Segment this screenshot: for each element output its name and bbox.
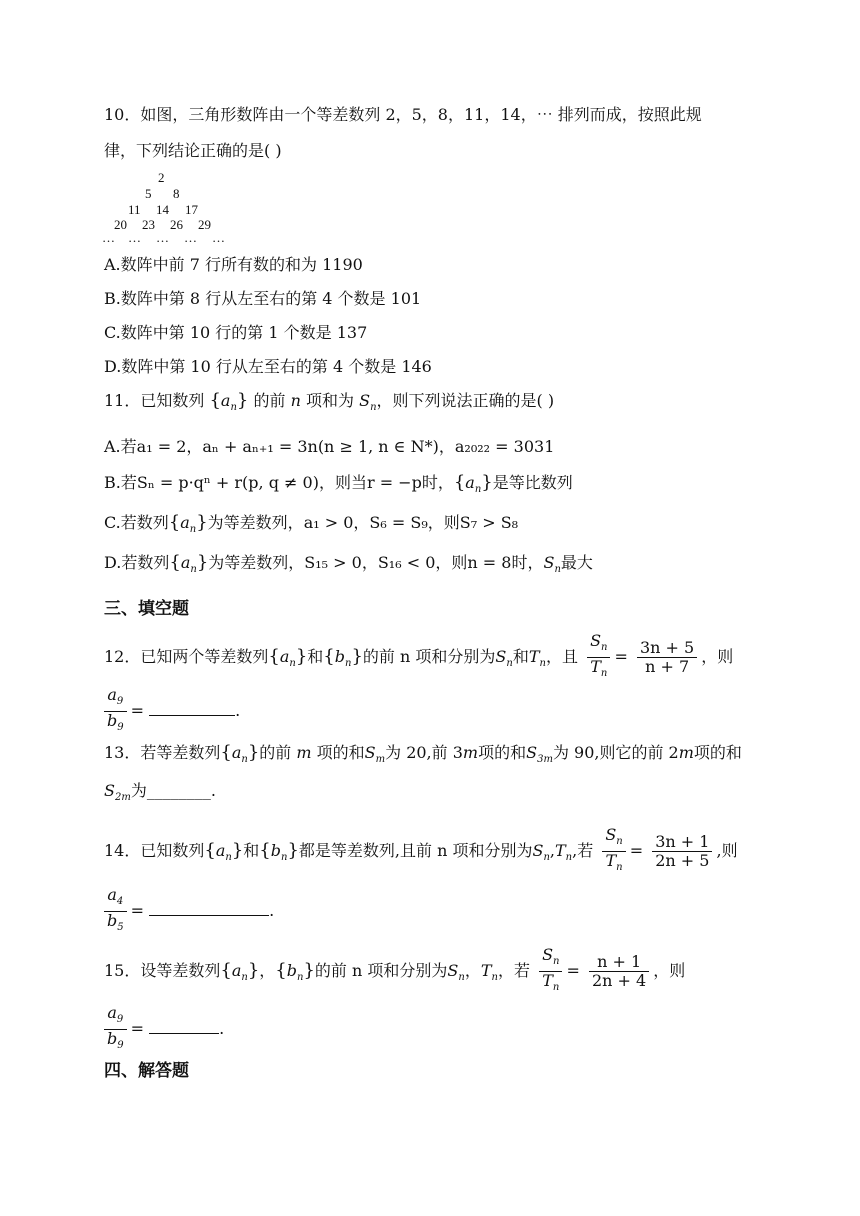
- q11-a-math3: a₂₀₂₂ = 3031: [454, 437, 555, 456]
- q12-d: 和: [512, 647, 529, 666]
- q11-d-tail: 最大: [560, 553, 593, 572]
- q12-period: .: [235, 701, 241, 720]
- q13-b: 的前: [259, 743, 292, 762]
- tri-r2-2: 8: [173, 186, 180, 201]
- tri-r4-3: 26: [170, 217, 183, 232]
- tri-r3-1: 11: [128, 202, 141, 217]
- q15-a: 15．设等差数列: [104, 961, 221, 980]
- q12-frac-num: 3n + 5: [637, 639, 697, 658]
- q11-b-math1: Sₙ = p·qⁿ + r(p, q ≠ 0): [136, 473, 319, 492]
- tri-r5-2: …: [128, 230, 141, 245]
- q11-stem-a: 11．已知数列: [104, 391, 205, 410]
- tri-r4-2: 23: [142, 217, 155, 232]
- q15-fraction-value: [589, 953, 649, 990]
- q13-g: 项的和: [693, 743, 742, 762]
- q14-frac-num: 3n + 1: [652, 833, 712, 852]
- q11-stem: 11．已知数列 $\{a_n\}$ 的前 n 项和为 $S_n$，则下列说法正确的是( ): [104, 390, 555, 413]
- q11-d-mid: 为等差数列，: [208, 553, 305, 572]
- q11-option-d: D.若数列$\{a_n\}$为等差数列，S₁₅ > 0，S₁₆ < 0，则n = 8时，$S_n$最大: [104, 552, 593, 575]
- q13-line2: $S_{2m}$为________.: [104, 781, 216, 803]
- tri-r1-1: 2: [158, 170, 165, 185]
- q12-fraction-st: $\frac{S_n}{T_n}$: [587, 632, 610, 683]
- q15-b: ，: [259, 961, 276, 980]
- q15-frac-num: n + 1: [589, 953, 649, 972]
- q10-line2: 律，下列结论正确的是( ): [104, 141, 282, 160]
- tri-r5-4: …: [184, 230, 197, 245]
- q15-d: ，: [464, 961, 481, 980]
- q11-c-math2: S₇ > S₈: [459, 513, 519, 532]
- q14-d: ,若: [572, 841, 594, 860]
- q11-d-math2: n = 8: [467, 553, 512, 572]
- q15-answer: $\frac{a_9}{b_9}$ = .: [104, 1004, 224, 1055]
- q15-frac-den: 2n + 4: [591, 971, 647, 990]
- q14-period: .: [269, 901, 275, 920]
- q11-option-c: C.若数列$\{a_n\}$为等差数列，a₁ > 0，S₆ = S₉，则S₇ > S₈: [104, 512, 519, 535]
- q11-c-math: a₁ > 0，S₆ = S₉: [303, 513, 428, 532]
- q15-c: 的前 n 项和分别为: [314, 961, 448, 980]
- q12-stem: 12．已知两个等差数列$\{a_n\}$和$\{b_n\}$的前 n 项和分别为$S_n$和$T_n$，且 $\frac{S_n}{T_n}$ = $\frac{3n + 5}{n + 7}$ ，则: [104, 632, 733, 683]
- q12-a: 12．已知两个等差数列: [104, 647, 269, 666]
- q13-a: 13．若等差数列: [104, 743, 221, 762]
- q11-option-b: B.若Sₙ = p·qⁿ + r(p, q ≠ 0)，则当r = −p时，$\{a_n\}$是等比数列: [104, 472, 573, 495]
- q12-fraction-ab: $\frac{a_9}{b_9}$: [104, 686, 127, 737]
- triangle-array: [100, 170, 240, 246]
- tri-r4-1: 20: [114, 217, 127, 232]
- tri-r5-5: …: [212, 230, 225, 245]
- q14-c: 都是等差数列,且前 n 项和分别为: [298, 841, 533, 860]
- q11-d-then: ，则: [435, 553, 468, 572]
- q12-b: 和: [307, 647, 324, 666]
- q10-line1: 10．如图，三角形数阵由一个等差数列 2，5，8，11，14，⋯ 排列而成，按照此规: [104, 105, 702, 124]
- q14-fraction-st: $\frac{S_n}{T_n}$: [602, 826, 625, 877]
- q11-a-prefix: A.若: [104, 437, 137, 456]
- q11-c-mid: 为等差数列，: [207, 513, 304, 532]
- q14-b: 和: [243, 841, 260, 860]
- q11-b-mid2: 时，: [421, 473, 454, 492]
- q12-answer-blank[interactable]: [149, 701, 235, 716]
- q10-option-a: A.数阵中前 7 行所有数的和为 1190: [104, 255, 363, 274]
- q11-b-prefix: B.若: [104, 473, 137, 492]
- q14-answer: $\frac{a_4}{b_5}$ = .: [104, 886, 274, 937]
- q14-a: 14．已知数列: [104, 841, 205, 860]
- q15-fraction-ab: $\frac{a_9}{b_9}$: [104, 1004, 127, 1055]
- q13-d: 为 20,前 3: [385, 743, 463, 762]
- q14-fraction-value: [652, 833, 712, 870]
- q14-answer-blank[interactable]: [149, 901, 269, 916]
- q12-fraction-value: [637, 639, 697, 676]
- q15-f: ，则: [653, 961, 686, 980]
- q11-c-then: ，则: [427, 513, 460, 532]
- q14-fraction-ab: $\frac{a_4}{b_5}$: [104, 886, 127, 937]
- section-3-heading: 三、填空题: [104, 599, 189, 619]
- q12-e: ，且: [545, 647, 578, 666]
- q11-a-math2: aₙ + aₙ₊₁ = 3n(n ≥ 1, n ∈ N*): [202, 437, 439, 456]
- q13-e: 项的和: [478, 743, 527, 762]
- q10-option-b: B.数阵中第 8 行从左至右的第 4 个数是 101: [104, 289, 422, 308]
- q11-stem-c: 项和为: [305, 391, 354, 410]
- q15-answer-blank[interactable]: [149, 1019, 219, 1034]
- q11-a-math1: a₁ = 2: [136, 437, 187, 456]
- tri-r2-1: 5: [145, 186, 152, 201]
- q11-stem-d: ，则下列说法正确的是( ): [376, 391, 555, 410]
- q10-option-d: D.数阵中第 10 行从左至右的第 4 个数是 146: [104, 357, 432, 376]
- q14-frac-den: 2n + 5: [655, 851, 710, 870]
- q11-stem-b: 的前: [253, 391, 286, 410]
- q10-option-c: C.数阵中第 10 行的第 1 个数是 137: [104, 323, 368, 342]
- q11-b-suffix: 是等比数列: [492, 473, 573, 492]
- q11-d-math: S₁₅ > 0，S₁₆ < 0: [304, 553, 436, 572]
- q14-e: ,则: [716, 841, 738, 860]
- q12-answer: $\frac{a_9}{b_9}$ = .: [104, 686, 240, 737]
- q12-f: ，则: [701, 647, 734, 666]
- section-4-heading: 四、解答题: [104, 1061, 189, 1081]
- q12-frac-den: n + 7: [645, 657, 690, 676]
- q13-f: 为 90,则它的前 2: [552, 743, 679, 762]
- q11-c-prefix: C.若数列: [104, 513, 169, 532]
- tri-r4-4: 29: [198, 217, 211, 232]
- q11-d-prefix: D.若数列: [104, 553, 170, 572]
- tri-r3-3: 17: [185, 202, 198, 217]
- q11-option-a: A.若a₁ = 2，aₙ + aₙ₊₁ = 3n(n ≥ 1, n ∈ N*)，a₂₀₂₂ = 3031: [104, 437, 555, 456]
- q15-stem: 15．设等差数列$\{a_n\}$，$\{b_n\}$的前 n 项和分别为$S_n$，$T_n$，若 $\frac{S_n}{T_n}$ = $\frac{n + 1}{2n + 4}$ ，则: [104, 946, 685, 997]
- q15-e: ，若: [497, 961, 530, 980]
- q13-h: 为________.: [130, 781, 216, 800]
- q15-fraction-st: $\frac{S_n}{T_n}$: [539, 946, 562, 997]
- q12-c: 的前 n 项和分别为: [362, 647, 496, 666]
- tri-r3-2: 14: [156, 202, 169, 217]
- q13-c: 项的和: [316, 743, 365, 762]
- q11-d-suffix: 时，: [511, 553, 544, 572]
- q13-line1: 13．若等差数列$\{a_n\}$的前 m 项的和$S_m$为 20,前 3m项的和$S_{3m}$为 90,则它的前 2m项的和: [104, 742, 742, 765]
- q15-period: .: [219, 1019, 225, 1038]
- q11-b-mid: ，则当: [318, 473, 367, 492]
- tri-r5-1: …: [102, 230, 115, 245]
- q11-b-math2: r = −p: [366, 473, 422, 492]
- q14-stem: 14．已知数列$\{a_n\}$和$\{b_n\}$都是等差数列,且前 n 项和分别为$S_n,T_n$,若 $\frac{S_n}{T_n}$ = $\frac{3n + 1}{2n + 5}$ ,则: [104, 826, 738, 877]
- tri-r5-3: …: [156, 230, 169, 245]
